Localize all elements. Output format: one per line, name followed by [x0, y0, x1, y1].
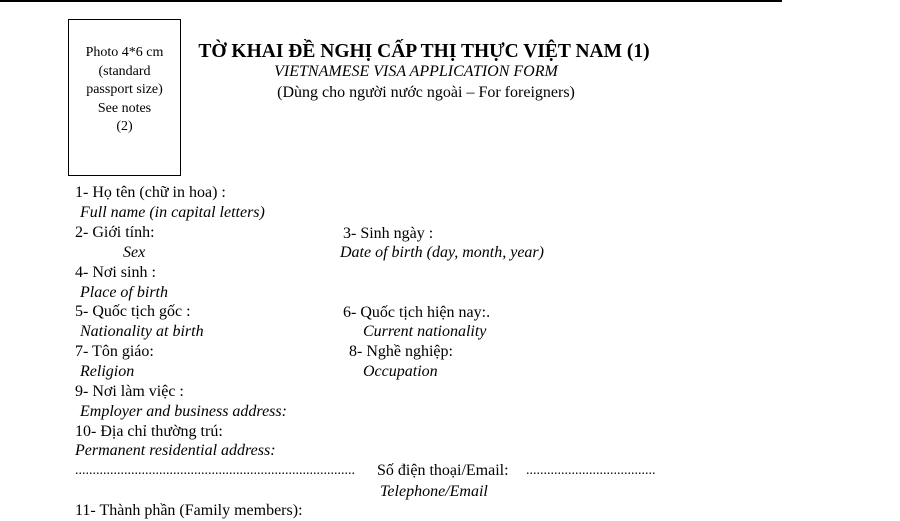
photo-note-line: passport size)	[86, 82, 163, 97]
field-11-label-partial: 11- Thành phần (Family members):	[75, 502, 303, 519]
field-5-label-en: Nationality at birth	[80, 323, 204, 340]
field-7-label: 7- Tôn giáo:	[75, 343, 154, 360]
photo-note-line: Photo 4*6 cm	[85, 45, 164, 60]
field-4-label-en: Place of birth	[80, 284, 168, 301]
field-10-label-en: Permanent residential address:	[75, 442, 276, 459]
field-8-label: 8- Nghề nghiệp:	[349, 343, 453, 360]
field-3-label-en: Date of birth (day, month, year)	[340, 244, 544, 261]
field-2-label-en: Sex	[123, 244, 146, 261]
form-subtitle: VIETNAMESE VISA APPLICATION FORM	[274, 63, 558, 80]
phone-fill-line: .....................................	[526, 463, 656, 478]
field-1-label: 1- Họ tên (chữ in hoa) :	[75, 184, 226, 201]
field-9-label-en: Employer and business address:	[80, 403, 287, 420]
form-title: TỜ KHAI ĐỀ NGHỊ CẤP THỊ THỰC VIỆT NAM (1)	[198, 41, 650, 62]
field-9-label: 9- Nơi làm việc :	[75, 383, 184, 400]
phone-label: Số điện thoại/Email:	[377, 462, 509, 479]
address-fill-line: ................................................................................	[75, 463, 355, 478]
field-7-label-en: Religion	[80, 363, 135, 380]
field-10-label: 10- Địa chỉ thường trú:	[75, 423, 223, 440]
photo-note-line: (2)	[116, 119, 133, 134]
field-1-label-en: Full name (in capital letters)	[80, 204, 265, 221]
field-8-label-en: Occupation	[363, 363, 438, 380]
field-6-label-en: Current nationality	[363, 323, 487, 340]
phone-label-en: Telephone/Email	[380, 483, 488, 500]
field-4-label: 4- Nơi sinh :	[75, 264, 156, 281]
photo-note-line: (standard	[98, 63, 151, 79]
field-3-label: 3- Sinh ngày :	[343, 225, 434, 242]
photo-note-line: See notes	[97, 100, 152, 116]
photo-placeholder	[68, 19, 181, 176]
field-2-label: 2- Giới tính:	[75, 224, 155, 241]
form-audience-note: (Dùng cho người nước ngoài – For foreigners)	[277, 84, 575, 101]
field-5-label: 5- Quốc tịch gốc :	[75, 303, 191, 320]
field-6-label: 6- Quốc tịch hiện nay:.	[343, 304, 491, 321]
top-rule	[0, 0, 782, 2]
